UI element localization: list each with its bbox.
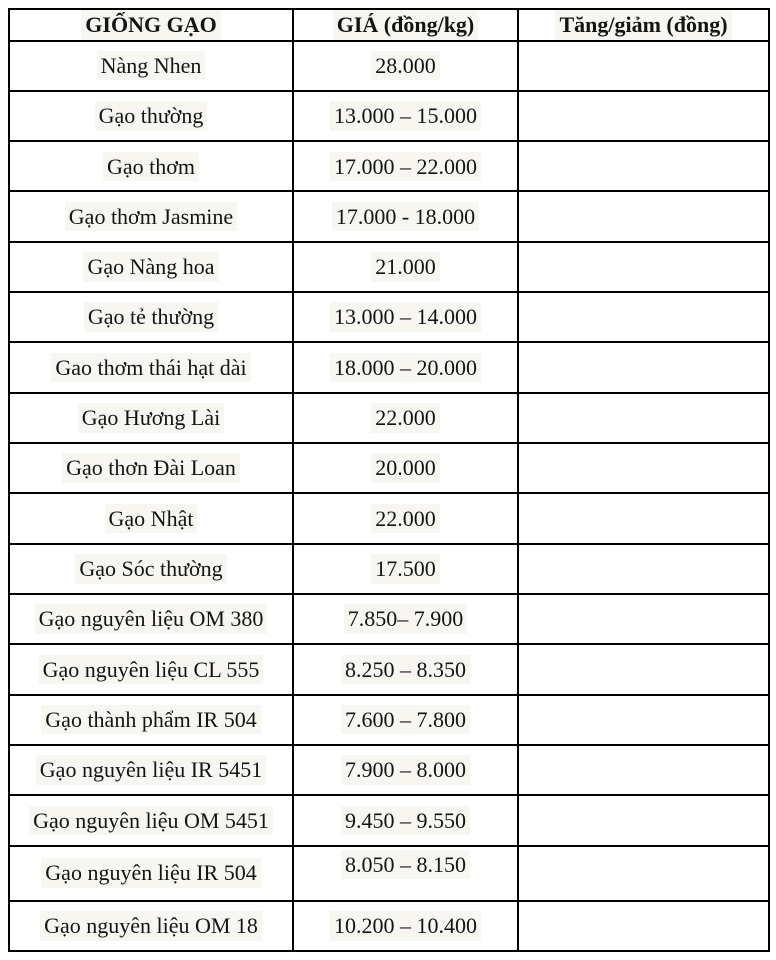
- table-row: [9, 544, 769, 594]
- change-cell: [518, 41, 769, 91]
- change-cell: [518, 141, 769, 191]
- price-cell: [293, 695, 518, 745]
- variety-cell: [9, 292, 293, 342]
- table-body: [9, 41, 769, 952]
- variety-cell: [9, 393, 293, 443]
- variety-label: Gạo nguyên liệu CL 555: [39, 655, 264, 685]
- rice-price-table-container: [8, 8, 768, 952]
- price-cell: [293, 544, 518, 594]
- variety-cell: [9, 795, 293, 845]
- price-cell: [293, 901, 518, 951]
- column-header-variety-label: GIỐNG GẠO: [81, 10, 220, 40]
- price-value: 17.500: [371, 554, 440, 584]
- variety-label: Gạo nguyên liệu OM 380: [35, 604, 268, 634]
- price-value: 17.000 – 22.000: [330, 152, 481, 182]
- variety-cell: [9, 342, 293, 392]
- variety-cell: [9, 141, 293, 191]
- column-header-variety: [9, 9, 293, 41]
- variety-cell: [9, 91, 293, 141]
- variety-label: Gạo Sóc thường: [75, 554, 226, 584]
- price-cell: [293, 242, 518, 292]
- change-cell: [518, 695, 769, 745]
- change-cell: [518, 901, 769, 951]
- change-cell: [518, 292, 769, 342]
- price-cell: [293, 493, 518, 543]
- price-value: 21.000: [371, 252, 440, 282]
- change-cell: [518, 594, 769, 644]
- price-value: 7.900 – 8.000: [341, 755, 470, 785]
- variety-cell: [9, 901, 293, 951]
- change-cell: [518, 846, 769, 901]
- variety-label: Gạo Nàng hoa: [83, 252, 218, 282]
- column-header-price: [293, 9, 518, 41]
- variety-label: Gao thơm thái hạt dài: [51, 353, 250, 383]
- variety-label: Nàng Nhen: [97, 51, 206, 81]
- price-value: 8.050 – 8.150: [341, 850, 470, 880]
- variety-label: Gạo thường: [95, 101, 208, 131]
- change-cell: [518, 191, 769, 241]
- table-row: [9, 141, 769, 191]
- change-cell: [518, 443, 769, 493]
- price-cell: [293, 191, 518, 241]
- price-value: 7.600 – 7.800: [341, 705, 470, 735]
- price-cell: [293, 795, 518, 845]
- variety-cell: [9, 644, 293, 694]
- variety-cell: [9, 443, 293, 493]
- table-row: [9, 901, 769, 951]
- price-value: 13.000 – 14.000: [330, 302, 481, 332]
- price-value: 13.000 – 15.000: [330, 101, 481, 131]
- price-value: 22.000: [371, 504, 440, 534]
- table-row: [9, 191, 769, 241]
- price-value: 8.250 – 8.350: [341, 655, 470, 685]
- column-header-change: [518, 9, 769, 41]
- table-row: [9, 242, 769, 292]
- price-cell: [293, 594, 518, 644]
- variety-label: Gạo thơm Jasmine: [65, 202, 237, 232]
- price-cell: [293, 644, 518, 694]
- variety-cell: [9, 695, 293, 745]
- price-cell: [293, 846, 518, 901]
- variety-label: Gạo nguyên liệu IR 504: [41, 858, 260, 888]
- variety-label: Gạo tẻ thường: [84, 302, 218, 332]
- price-cell: [293, 745, 518, 795]
- variety-cell: [9, 594, 293, 644]
- variety-label: Gạo Hương Lài: [78, 403, 224, 433]
- table-row: [9, 41, 769, 91]
- table-row: [9, 91, 769, 141]
- price-value: 7.850– 7.900: [344, 604, 468, 634]
- rice-price-table: [8, 8, 770, 952]
- table-row: [9, 644, 769, 694]
- price-cell: [293, 342, 518, 392]
- table-row: [9, 594, 769, 644]
- variety-cell: [9, 544, 293, 594]
- table-row: [9, 443, 769, 493]
- column-header-change-label: Tăng/giảm (đồng): [555, 10, 731, 40]
- price-cell: [293, 393, 518, 443]
- table-row: [9, 342, 769, 392]
- header-row: [9, 9, 769, 41]
- change-cell: [518, 544, 769, 594]
- variety-label: Gạo Nhật: [105, 504, 198, 534]
- change-cell: [518, 795, 769, 845]
- change-cell: [518, 493, 769, 543]
- change-cell: [518, 342, 769, 392]
- variety-cell: [9, 493, 293, 543]
- variety-cell: [9, 745, 293, 795]
- variety-cell: [9, 242, 293, 292]
- table-row: [9, 393, 769, 443]
- price-cell: [293, 91, 518, 141]
- change-cell: [518, 393, 769, 443]
- price-value: 9.450 – 9.550: [341, 806, 470, 836]
- variety-label: Gạo thơn Đài Loan: [62, 453, 240, 483]
- variety-label: Gạo nguyên liệu OM 5451: [29, 806, 273, 836]
- price-cell: [293, 292, 518, 342]
- variety-label: Gạo thành phẩm IR 504: [41, 705, 260, 735]
- table-row: [9, 846, 769, 901]
- change-cell: [518, 644, 769, 694]
- price-value: 28.000: [371, 51, 440, 81]
- variety-label: Gạo thơm: [103, 152, 199, 182]
- price-value: 18.000 – 20.000: [330, 353, 481, 383]
- variety-label: Gạo nguyên liệu IR 5451: [36, 755, 266, 785]
- change-cell: [518, 242, 769, 292]
- price-value: 22.000: [371, 403, 440, 433]
- variety-cell: [9, 191, 293, 241]
- table-row: [9, 745, 769, 795]
- table-row: [9, 493, 769, 543]
- price-value: 17.000 - 18.000: [332, 202, 479, 232]
- table-row: [9, 292, 769, 342]
- price-value: 20.000: [371, 453, 440, 483]
- price-cell: [293, 41, 518, 91]
- variety-cell: [9, 846, 293, 901]
- column-header-price-label: GIÁ (đồng/kg): [333, 10, 479, 40]
- price-cell: [293, 443, 518, 493]
- table-row: [9, 695, 769, 745]
- change-cell: [518, 91, 769, 141]
- variety-label: Gạo nguyên liệu OM 18: [40, 911, 262, 941]
- price-value: 10.200 – 10.400: [330, 911, 481, 941]
- price-cell: [293, 141, 518, 191]
- change-cell: [518, 745, 769, 795]
- table-row: [9, 795, 769, 845]
- variety-cell: [9, 41, 293, 91]
